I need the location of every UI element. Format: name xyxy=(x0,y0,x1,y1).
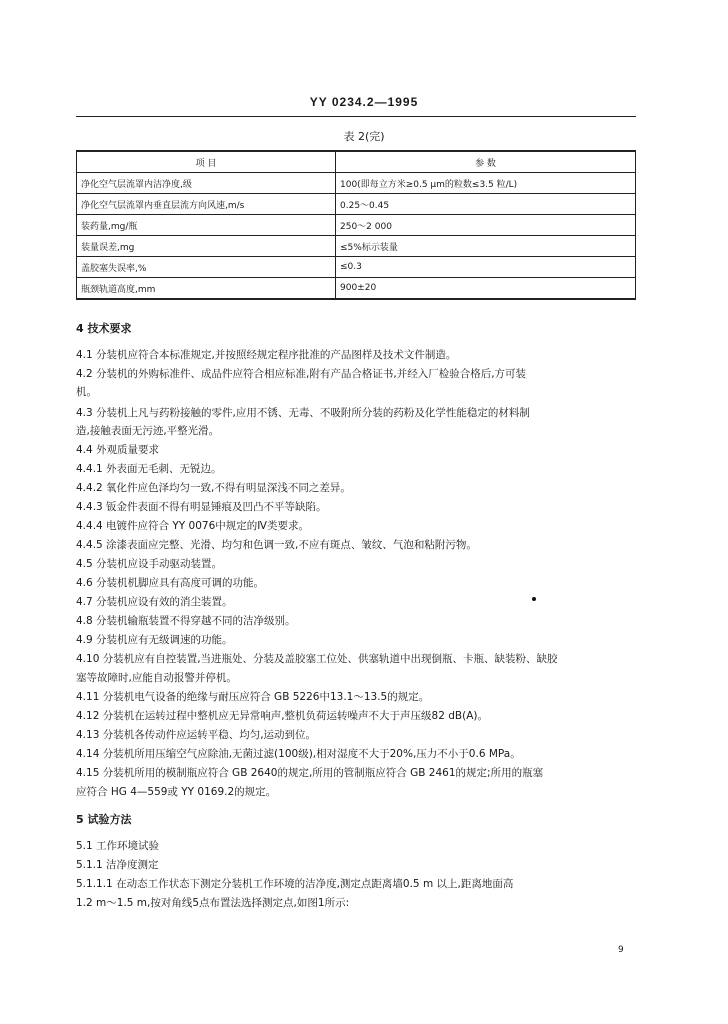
table-cell-item: 净化空气层流罩内洁净度,级 xyxy=(77,173,336,194)
table-cell-value: 250～2 000 xyxy=(336,215,636,236)
text-line: 4.5 分装机应设手动驱动装置。 xyxy=(76,558,223,570)
text-line: 4.4.4 电镀件应符合 YY 0076中规定的Ⅳ类要求。 xyxy=(76,520,309,532)
text-line: 4.15 分装机所用的模制瓶应符合 GB 2640的规定,所用的管制瓶应符合 GB 2461的规定;所用的瓶塞 xyxy=(76,767,544,779)
text-line: 4.12 分装机在运转过程中整机应无异常响声,整机负荷运转噪声不大于声压级82 dB(A)。 xyxy=(76,710,488,722)
text-line: 4.13 分装机各传动件应运转平稳、均匀,运动到位。 xyxy=(76,729,317,741)
text-line: 应符合 HG 4—559或 YY 0169.2的规定。 xyxy=(76,786,277,798)
table-row xyxy=(77,215,636,236)
table-header-row xyxy=(77,151,636,173)
page-number: 9 xyxy=(618,945,624,955)
text-line: 5.1.1 洁净度测定 xyxy=(76,859,159,871)
section-4-title: 4 技术要求 xyxy=(76,322,132,335)
table-cell-item: 装药量,mg/瓶 xyxy=(77,215,336,236)
table-cell-item: 净化空气层流罩内垂直层流方向风速,m/s xyxy=(77,194,336,215)
text-line: 4.14 分装机所用压缩空气应除油,无菌过滤(100级),相对湿度不大于20%,压力不小于0.6 MPa。 xyxy=(76,748,521,760)
table-cell-item: 瓶颈轨道高度,mm xyxy=(77,278,336,300)
standard-number-header: YY 0234.2—1995 xyxy=(309,95,419,109)
text-line: 4.2 分装机的外购标准件、成品件应符合相应标准,附有产品合格证书,并经入厂检验合格后,方可装 xyxy=(76,368,527,380)
table-cell-value: ≤5%标示装量 xyxy=(336,236,636,257)
text-line: 5.1.1.1 在动态工作状态下测定分装机工作环境的洁净度,测定点距离墙0.5 m 以上,距离地面高 xyxy=(76,878,514,890)
header-rule xyxy=(76,116,636,117)
text-line: 1.2 m～1.5 m,按对角线5点布置法选择测定点,如图1所示: xyxy=(76,897,350,909)
text-line: 4.4.3 钣金件表面不得有明显锤痕及凹凸不平等缺陷。 xyxy=(76,501,327,513)
table-cell-value: 900±20 xyxy=(336,278,636,300)
column-header-parameter: 参 数 xyxy=(336,151,636,173)
table-row xyxy=(77,257,636,278)
stray-mark xyxy=(532,597,536,601)
table-row xyxy=(77,278,636,300)
table-cell-item: 盖胶塞失误率,% xyxy=(77,257,336,278)
column-header-item: 项 目 xyxy=(77,151,336,173)
text-line: 塞等故障时,应能自动报警并停机。 xyxy=(76,672,237,684)
table-cell-value: 100(即每立方米≥0.5 μm的粒数≤3.5 粒/L) xyxy=(336,173,636,194)
text-line: 5.1 工作环境试验 xyxy=(76,840,160,852)
parameters-table xyxy=(76,150,636,300)
text-line: 4.10 分装机应有自控装置,当进瓶处、分装及盖胶塞工位处、供塞轨道中出现倒瓶、卡瓶、缺装粉、缺胶 xyxy=(76,653,558,665)
section-5-title: 5 试验方法 xyxy=(76,813,132,826)
text-line: 4.9 分装机应有无级调速的功能。 xyxy=(76,634,233,646)
table-cell-value: 0.25～0.45 xyxy=(336,194,636,215)
text-line: 4.8 分装机输瓶装置不得穿越不同的洁净级别。 xyxy=(76,615,296,627)
text-line: 4.7 分装机应设有效的消尘装置。 xyxy=(76,596,233,608)
text-line: 4.1 分装机应符合本标准规定,并按照经规定程序批准的产品图样及技术文件制造。 xyxy=(76,349,457,361)
table-row xyxy=(77,194,636,215)
table-row xyxy=(77,236,636,257)
text-line: 造,接触表面无污迹,平整光滑。 xyxy=(76,425,220,437)
text-line: 4.4.5 涂漆表面应完整、光滑、均匀和色调一致,不应有斑点、皱纹、气泡和粘附污物。 xyxy=(76,539,477,551)
text-line: 4.11 分装机电气设备的绝缘与耐压应符合 GB 5226中13.1～13.5的规定。 xyxy=(76,691,430,703)
text-line: 机。 xyxy=(76,386,97,398)
table-row xyxy=(77,173,636,194)
text-line: 4.4.2 氧化件应色泽均匀一致,不得有明显深浅不同之差异。 xyxy=(76,482,351,494)
text-line: 4.6 分装机机脚应具有高度可调的功能。 xyxy=(76,577,265,589)
text-line: 4.3 分装机上凡与药粉接触的零件,应用不锈、无毒、不吸附所分装的药粉及化学性能稳定的材料制 xyxy=(76,407,530,419)
table-cell-item: 装量误差,mg xyxy=(77,236,336,257)
text-line: 4.4 外观质量要求 xyxy=(76,444,160,456)
text-line: 4.4.1 外表面无毛刺、无锐边。 xyxy=(76,463,222,475)
table-cell-value: ≤0.3 xyxy=(336,257,636,278)
table-caption: 表 2(完) xyxy=(343,130,385,143)
